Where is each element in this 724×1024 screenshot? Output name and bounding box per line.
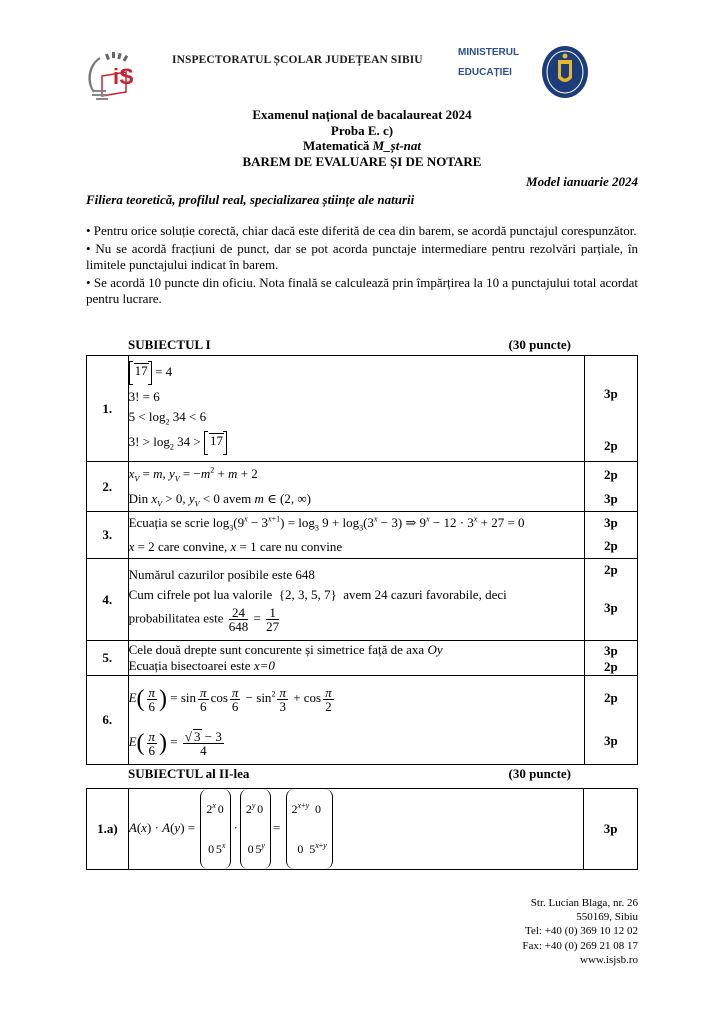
cifre-label: Cum cifrele pot lua valorile [128, 586, 273, 602]
table-row [87, 559, 638, 641]
probabilitate-label: probabilitatea este [128, 609, 224, 625]
rule-item: • Nu se acordă fracțiuni de punct, dar se pot acorda punctaje intermediare pentru rezolvări parțiale, în limitele punctajului indicat în barem. [86, 240, 638, 272]
solution-line: $x_V = m$, $y_V = -m^2 + m + 2$ [128, 465, 258, 484]
solution-line: probabilitatea este $\frac{24}{648}$ = $\frac{1}{27}$ [128, 604, 280, 634]
item-solution [128, 641, 584, 676]
solution-line: Ecuația se scrie $\log_3(9^x - 3^{x+1}) = \log_3 9 + \log_3(3^x - 3)$ ⇒ $9^x - 12 \cdot 3^x + 27 = 0$ [128, 514, 525, 533]
avem-label: avem [223, 491, 252, 506]
rule-item: • Se acordă 10 puncte din oficiu. Nota finală se calculează prin împărțirea la 10 a punctajului total acordat pentru lucrare. [86, 274, 638, 306]
footer-fax: Fax: +40 (0) 269 21 08 17 [522, 939, 638, 952]
axis-label: Oy [427, 642, 443, 657]
solution-line: 3! = 6 [128, 388, 160, 404]
points-value: 3p [603, 515, 618, 530]
footer-city: 550169, Sibiu [576, 911, 638, 924]
exam-subject-profile: M_șt-nat [372, 138, 422, 153]
solution-line: 3! > $\log_2 34 > 17$ [129, 431, 584, 457]
solution-line: E( $\frac{\pi}{6}$ ) = sin $\frac{\pi}{6}$ cos $\frac{\pi}{6}$ − $\sin^2$ $\frac{\pi}{3}$ + cos $\frac{\pi}{2}$ [128, 684, 332, 714]
item-solution [128, 559, 584, 641]
solution-line [129, 658, 584, 674]
filiera-text: Filiera teoretică, profilul real, specializarea științe ale naturii [86, 192, 415, 207]
points-value: 3p [603, 733, 618, 748]
points-value: 2p [603, 659, 618, 674]
ministry-line2: EDUCAȚIEI [458, 67, 512, 78]
subject1-points: (30 puncte) [508, 337, 571, 352]
points-value: 2p [603, 538, 618, 553]
subject1-header [128, 337, 571, 353]
cazuri-label: avem 24 cazuri favorabile, deci [343, 586, 507, 602]
item-solution [128, 356, 584, 462]
table-row [87, 512, 638, 559]
item-points [584, 462, 637, 512]
nu-convine-label: care nu convine [259, 539, 343, 554]
solution-line [129, 642, 584, 658]
ministry-name [458, 43, 519, 83]
subject2-table [86, 788, 638, 870]
ecuatia-label: Ecuația se scrie [128, 515, 210, 530]
rule-item: • Pentru orice soluție corectă, chiar dacă este diferită de cea din barem, se acordă punctajul corespunzător. [86, 223, 637, 238]
item-points [584, 356, 637, 462]
item-points: 3p [584, 789, 638, 870]
solution-line: A(x) · A(y) = 2$^x$ 0 0 $5^x$ · $2^y$ 0 0 $5^y$ = $2^{x+y}$ 0 0 $5^{x+y}$ [129, 789, 583, 869]
subject1-title: SUBIECTUL I [128, 337, 211, 352]
subject2-points: (30 puncte) [508, 766, 571, 781]
footer-phone: Tel: +40 (0) 369 10 12 02 [525, 925, 638, 938]
points-value: 3p [603, 386, 618, 401]
table-row [87, 462, 638, 512]
subject1-table [86, 355, 638, 765]
government-seal-icon [540, 44, 590, 100]
points-value: 2p [603, 562, 618, 577]
item-number: 6. [87, 676, 129, 765]
subject2-header [128, 766, 571, 782]
exam-title: Examenul național de bacalaureat 2024 [252, 107, 472, 122]
table-row [87, 641, 638, 676]
solution-line: Numărul cazurilor posibile este 648 [128, 566, 315, 582]
item-solution [128, 676, 584, 765]
solution-line: Din $x_V > 0$, $y_V < 0$ avem m ∈ (2, ∞) [128, 491, 311, 509]
solution-line: E( $\frac{\pi}{6}$ ) = $\frac{√ 3 - 3}{4}$ [128, 728, 222, 759]
svg-text:iS: iS [113, 64, 134, 89]
item-solution [128, 462, 584, 512]
footer-street: Str. Lucian Blaga, nr. 26 [530, 897, 638, 909]
isj-sibiu-logo-icon [86, 46, 144, 102]
bisectoare-equation: x=0 [253, 658, 275, 673]
item-solution [128, 789, 583, 870]
model-date: Model ianuarie 2024 [526, 174, 638, 189]
item-points [584, 641, 637, 676]
points-value: 2p [603, 438, 618, 453]
bisectoare-label: Ecuația bisectoarei este [128, 658, 254, 673]
subject2-title: SUBIECTUL al II-lea [128, 766, 250, 781]
address-footer [522, 896, 638, 967]
ministry-line1: MINISTERUL [458, 47, 520, 58]
points-value: 2p [603, 467, 618, 482]
barem-heading: BAREM DE EVALUARE ȘI DE NOTARE [242, 153, 482, 169]
convine-label: care convine, [157, 539, 228, 554]
item-number: 3. [87, 512, 129, 559]
item-number: 1. [87, 356, 129, 462]
item-points [584, 676, 637, 765]
item-points [584, 512, 637, 559]
solution-line: 17 = 4 [129, 361, 584, 387]
drepte-label: Cele două drepte sunt concurente și simetrice față de axa [128, 642, 428, 657]
solution-line: x = 2 care convine, x = 1 care nu convine [128, 539, 343, 554]
footer-website: www.isjsb.ro [580, 953, 638, 966]
solution-line: $5 < \log_2 34 < 6$ [128, 408, 207, 427]
table-row [87, 356, 638, 462]
din-label: Din [128, 491, 149, 506]
institution-name: INSPECTORATUL ȘCOLAR JUDEȚEAN SIBIU [172, 54, 423, 66]
exam-proba: Proba E. c) [330, 122, 394, 138]
exam-subject-label: Matematică [302, 138, 373, 153]
points-value: 2p [603, 690, 618, 705]
item-number: 5. [87, 641, 129, 676]
item-solution [128, 512, 584, 559]
grading-rules [86, 223, 638, 309]
item-points [584, 559, 637, 641]
item-number: 2. [87, 462, 129, 512]
points-value: 3p [603, 491, 618, 506]
exam-subject [86, 138, 638, 154]
points-value: 3p [603, 600, 618, 615]
solution-line: Cum cifrele pot lua valorile {2, 3, 5, 7} avem 24 cazuri favorabile, deci [128, 586, 507, 602]
points-value: 3p [603, 643, 618, 658]
item-number: 4. [87, 559, 129, 641]
table-row [87, 676, 638, 765]
item-number: 1.a) [87, 789, 129, 870]
document-title [86, 107, 638, 169]
table-row [87, 789, 638, 870]
